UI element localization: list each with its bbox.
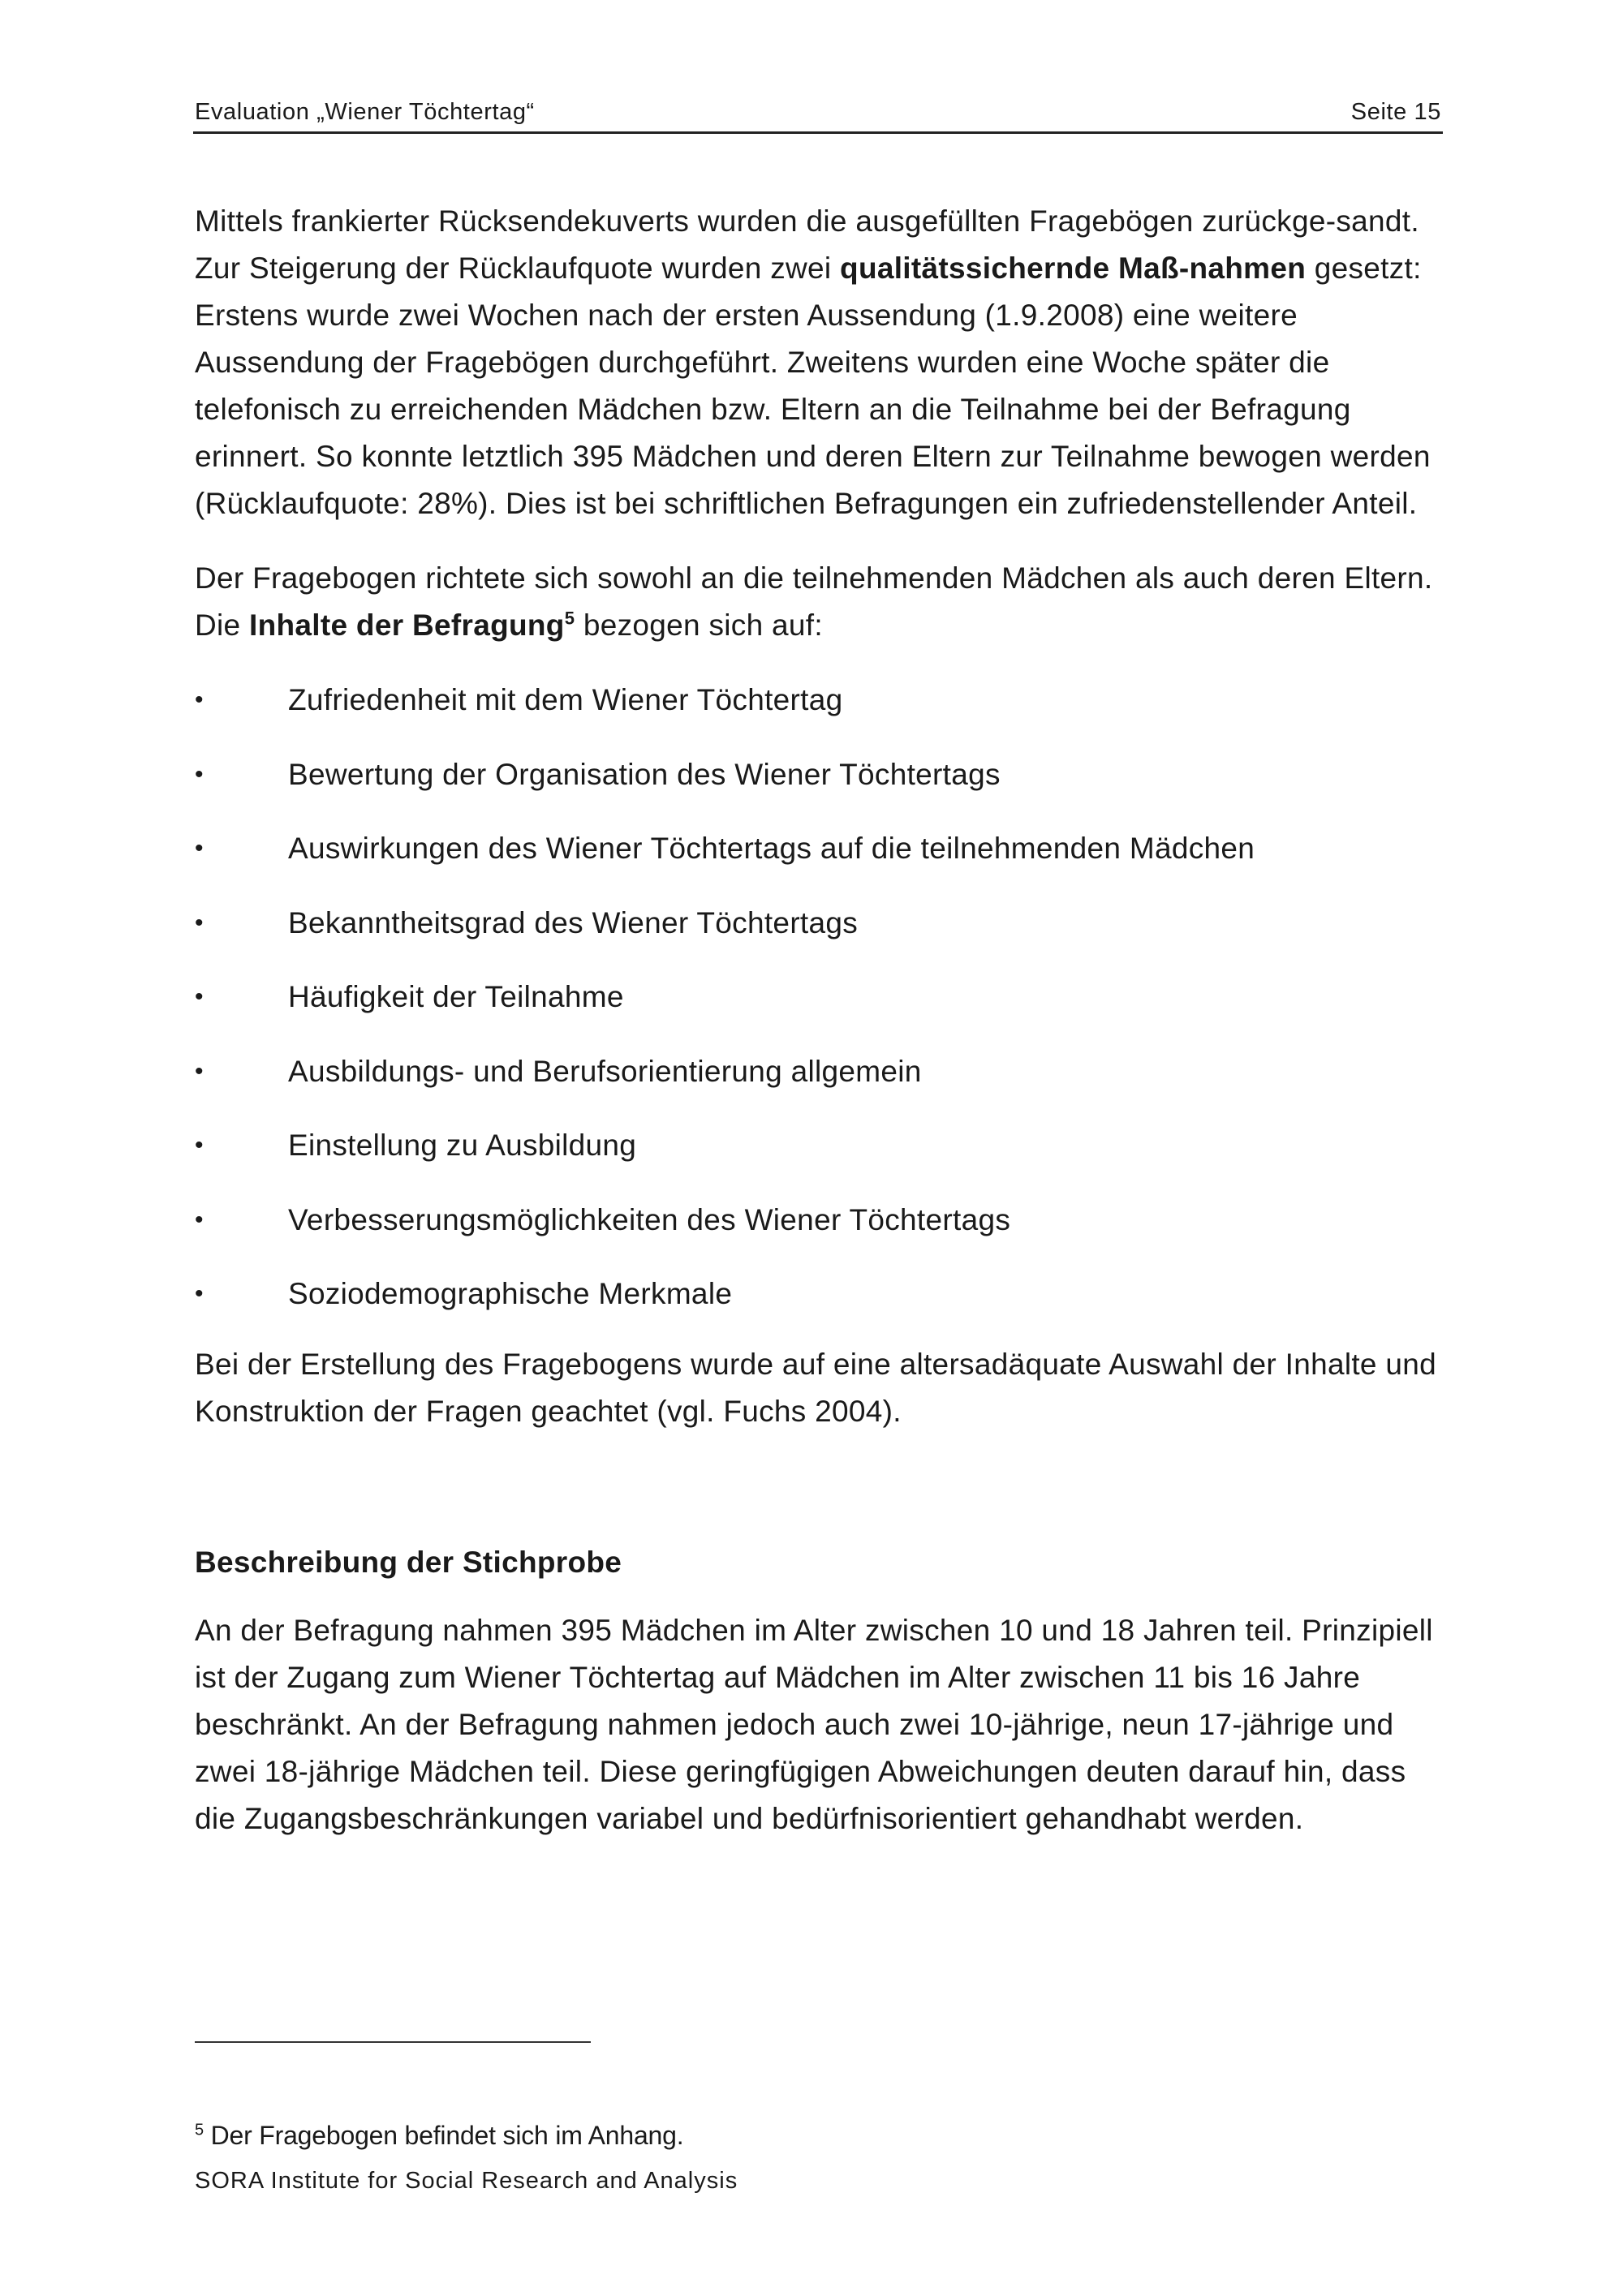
list-item-text: Verbesserungsmöglichkeiten des Wiener Töchtertags: [288, 1202, 1011, 1236]
footnote: [195, 2121, 683, 2151]
list-item: [195, 974, 1444, 1048]
paragraph-survey-contents: [195, 555, 1444, 649]
list-item: [195, 1048, 1444, 1123]
list-item: [195, 1197, 1444, 1271]
paragraph-sample-description: An der Befragung nahmen 395 Mädchen im Alter zwischen 10 und 18 Jahren teil. Prinzipiell ist der Zugang zum Wiener Töchtertag auf Mädchen im Alter zwischen 11 bis 16 Jahre beschränkt. An der Befragung nahmen jedoch auch zwei 10-jährige, neun 17-jährige und zwei 18-jährige Mädchen teil. Diese geringfügigen Abweichungen deuten darauf hin, dass die Zugangsbeschränkungen variabel und bedürfnisorientiert gehandhabt werden.: [195, 1613, 1433, 1835]
list-item-text: Häufigkeit der Teilnahme: [288, 980, 624, 1013]
bullet-icon: •: [195, 1280, 204, 1307]
list-item-text: Bewertung der Organisation des Wiener Töchtertags: [288, 757, 1001, 791]
bullet-icon: •: [195, 1057, 204, 1085]
page-number: Seite 15: [1350, 99, 1441, 125]
footnote-reference: 5: [564, 608, 575, 629]
bullet-icon: •: [195, 1132, 204, 1159]
list-item: [195, 751, 1444, 826]
list-item-text: Ausbildungs- und Berufsorientierung allgemein: [288, 1054, 922, 1088]
footnote-text: Der Fragebogen befindet sich im Anhang.: [203, 2121, 684, 2150]
list-item: [195, 1271, 1444, 1345]
list-item: [195, 825, 1444, 900]
bullet-icon: •: [195, 835, 204, 862]
paragraph-text: bezogen sich auf:: [575, 608, 823, 642]
footnote-divider: [195, 2041, 591, 2043]
main-content: [195, 198, 1444, 1842]
paragraph-return-rate: [195, 198, 1444, 527]
survey-topics-list: [195, 677, 1444, 1345]
list-item-text: Bekanntheitsgrad des Wiener Töchtertags: [288, 905, 859, 939]
page-header: [193, 96, 1443, 134]
section-heading: Beschreibung der Stichprobe: [195, 1545, 622, 1579]
document-title: Evaluation „Wiener Töchtertag“: [195, 99, 535, 125]
bullet-icon: •: [195, 983, 204, 1010]
footnote-number: 5: [195, 2121, 204, 2139]
list-item: [195, 677, 1444, 751]
paragraph-text: gesetzt: Erstens wurde zwei Wochen nach der ersten Aussendung (1.9.2008) eine weitere Aussendung der Fragebögen durchgeführt. Zweitens wurden eine Woche später die telefonisch zu erreichenden Mädchen bzw. Eltern an die Teilnahme bei der Befragung erinnert. So konnte letztlich 395 Mädchen und deren Eltern zur Teilnahme bewogen werden (Rücklaufquote: 28%). Dies ist bei schriftlichen Befragungen ein zufriedenstellender Anteil.: [195, 252, 1431, 520]
list-item: [195, 1122, 1444, 1197]
bullet-icon: •: [195, 686, 204, 713]
bullet-icon: •: [195, 760, 204, 788]
list-item-text: Auswirkungen des Wiener Töchtertags auf die teilnehmenden Mädchen: [288, 832, 1255, 865]
paragraph-questionnaire-design: Bei der Erstellung des Fragebogens wurde auf eine altersadäquate Auswahl der Inhalte und Konstruktion der Fragen geachtet (vgl. Fuchs 2004).: [195, 1347, 1437, 1428]
paragraph-text: Mittels frankierter Rücksendekuverts wurden die ausgefüllten Fragebögen zurückge-sandt. Zur Steigerung der Rücklaufquote wurden zwei: [195, 204, 1419, 285]
paragraph-text: Der Fragebogen richtete sich sowohl an die teilnehmenden Mädchen als auch deren Eltern. Die: [195, 561, 1433, 642]
bold-phrase: qualitätssichernde Maß-nahmen: [840, 252, 1307, 285]
list-item-text: Soziodemographische Merkmale: [288, 1277, 733, 1310]
page-footer: SORA Institute for Social Research and Analysis: [195, 2168, 738, 2194]
list-item-text: Einstellung zu Ausbildung: [288, 1129, 637, 1162]
list-item: [195, 900, 1444, 974]
bullet-icon: •: [195, 909, 204, 936]
bullet-icon: •: [195, 1206, 204, 1233]
list-item-text: Zufriedenheit mit dem Wiener Töchtertag: [288, 683, 843, 716]
bold-phrase: Inhalte der Befragung: [249, 608, 565, 642]
